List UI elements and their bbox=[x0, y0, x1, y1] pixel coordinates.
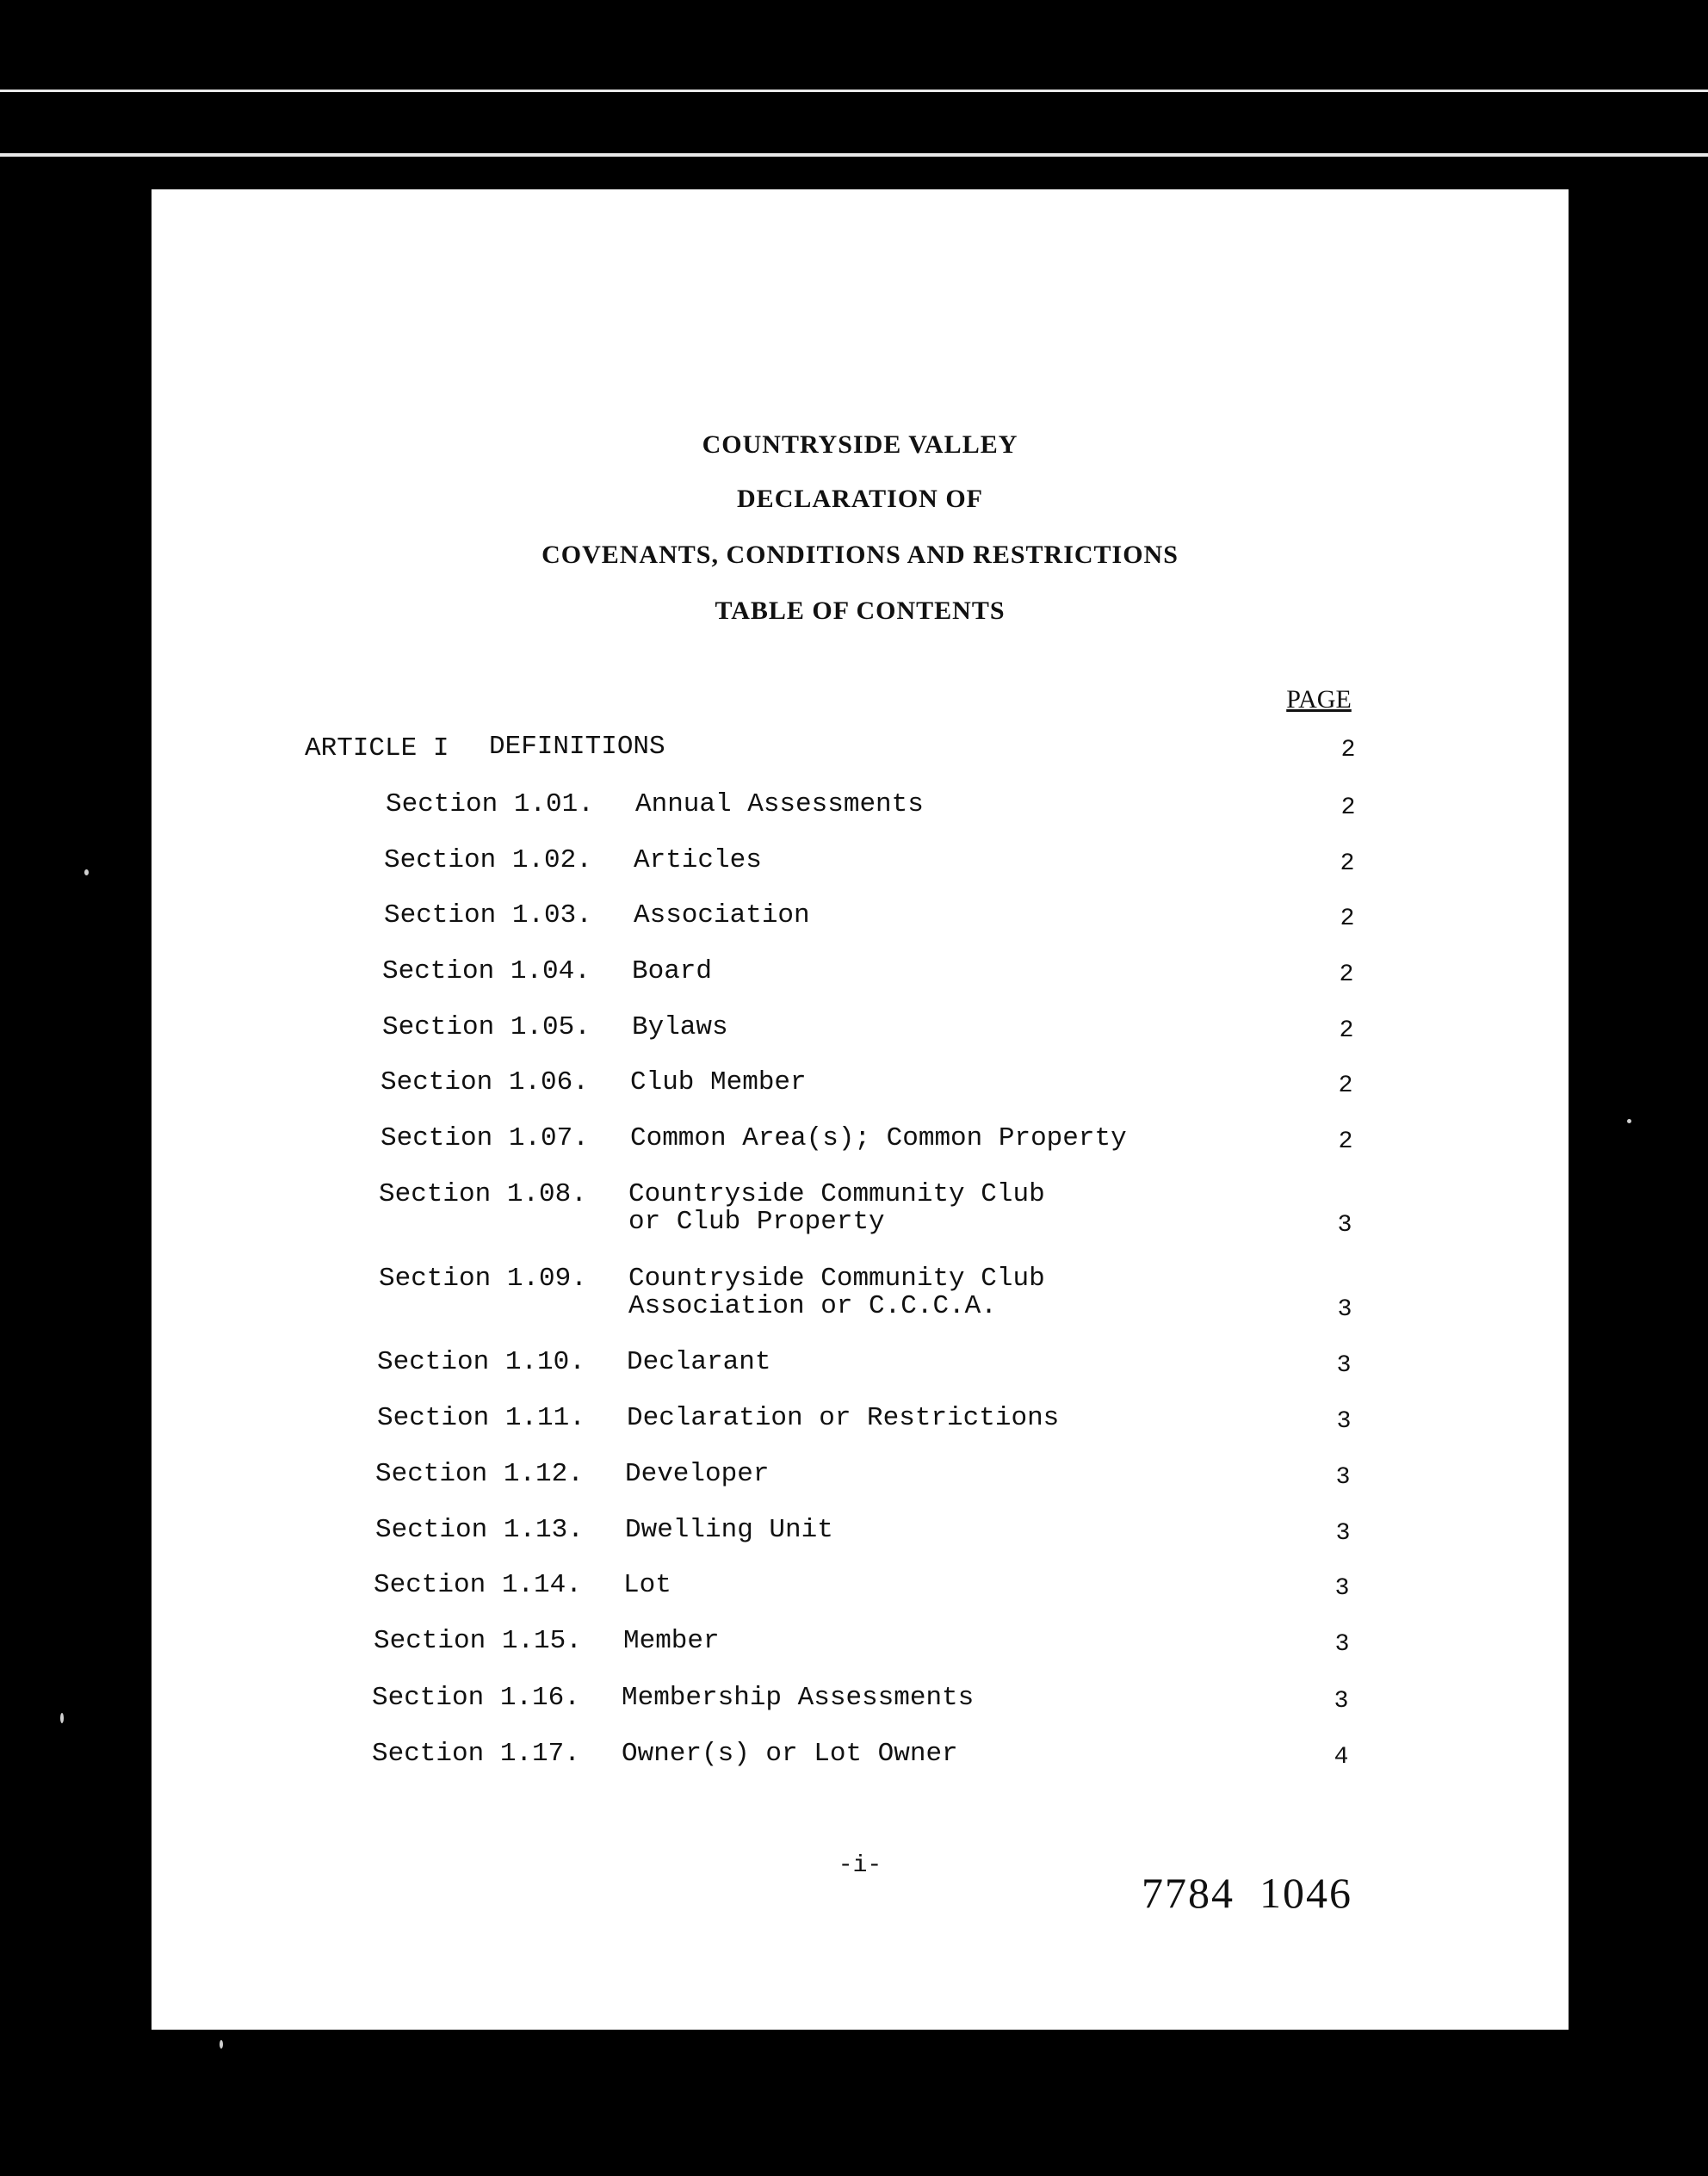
scan-speck bbox=[220, 2040, 223, 2049]
section-number: Section 1.17. bbox=[372, 1739, 580, 1769]
section-page: 3 bbox=[1334, 1688, 1349, 1715]
section-title: Board bbox=[632, 956, 713, 986]
section-number: Section 1.15. bbox=[374, 1626, 582, 1656]
article-row bbox=[152, 733, 1569, 768]
toc-row bbox=[152, 1515, 1569, 1549]
section-title: Declarant bbox=[627, 1347, 771, 1377]
section-title: Lot bbox=[623, 1570, 671, 1600]
document-subtitle-2: COVENANTS, CONDITIONS AND RESTRICTIONS bbox=[541, 541, 1179, 569]
section-number: Section 1.01. bbox=[386, 789, 594, 819]
scan-edge-bottom bbox=[0, 153, 1708, 157]
section-title: Countryside Community Club Association or C.C.C.A. bbox=[628, 1264, 1045, 1321]
section-title: Bylaws bbox=[632, 1012, 728, 1042]
section-title: Owner(s) or Lot Owner bbox=[622, 1739, 958, 1769]
document-subtitle: DECLARATION OF bbox=[737, 485, 983, 513]
section-page: 3 bbox=[1336, 1408, 1352, 1435]
section-page: 3 bbox=[1334, 1575, 1350, 1602]
section-number: Section 1.16. bbox=[372, 1683, 580, 1713]
section-number: Section 1.02. bbox=[384, 845, 592, 875]
section-number: Section 1.06. bbox=[381, 1067, 589, 1097]
section-title: Developer bbox=[625, 1459, 770, 1489]
toc-row bbox=[152, 1459, 1569, 1493]
toc-row bbox=[152, 1683, 1569, 1717]
toc-row bbox=[152, 1626, 1569, 1660]
toc-row bbox=[152, 1067, 1569, 1102]
section-number: Section 1.03. bbox=[384, 900, 592, 930]
section-page: 3 bbox=[1337, 1296, 1352, 1323]
section-page: 3 bbox=[1335, 1464, 1351, 1491]
toc-row bbox=[152, 1012, 1569, 1047]
toc-heading: TABLE OF CONTENTS bbox=[715, 597, 1006, 625]
section-title: Annual Assessments bbox=[635, 789, 924, 819]
toc-row bbox=[152, 1403, 1569, 1437]
toc-row bbox=[152, 1123, 1569, 1158]
section-number: Section 1.13. bbox=[375, 1515, 584, 1545]
section-number: Section 1.04. bbox=[382, 956, 591, 986]
section-page: 2 bbox=[1338, 1128, 1353, 1155]
scan-speck bbox=[60, 1713, 64, 1723]
section-page: 3 bbox=[1334, 1631, 1350, 1658]
section-number: Section 1.08. bbox=[379, 1179, 587, 1209]
section-title: Common Area(s); Common Property bbox=[630, 1123, 1127, 1153]
page-folio: -i- bbox=[838, 1852, 882, 1879]
section-title: Member bbox=[623, 1626, 720, 1656]
section-page: 3 bbox=[1336, 1352, 1352, 1379]
section-page: 2 bbox=[1339, 1017, 1354, 1044]
document-stamp-number: 7784 1046 bbox=[1142, 1869, 1352, 1917]
section-title: Articles bbox=[634, 845, 762, 875]
section-number: Section 1.10. bbox=[377, 1347, 585, 1377]
section-number: Section 1.07. bbox=[381, 1123, 589, 1153]
section-title: Club Member bbox=[630, 1067, 807, 1097]
toc-row bbox=[152, 1570, 1569, 1604]
toc-row bbox=[152, 956, 1569, 991]
scan-speck bbox=[1627, 1119, 1631, 1123]
section-title: Association bbox=[634, 900, 810, 930]
section-page: 3 bbox=[1337, 1212, 1352, 1239]
section-page: 2 bbox=[1339, 961, 1354, 988]
section-number: Section 1.14. bbox=[374, 1570, 582, 1600]
page-column-header: PAGE bbox=[1286, 685, 1352, 714]
section-page: 3 bbox=[1335, 1520, 1351, 1547]
toc-row bbox=[152, 1739, 1569, 1773]
toc-row bbox=[152, 900, 1569, 935]
article-title: DEFINITIONS bbox=[489, 732, 665, 762]
section-page: 2 bbox=[1340, 906, 1355, 932]
toc-row bbox=[152, 845, 1569, 880]
section-title: Declaration or Restrictions bbox=[627, 1403, 1060, 1433]
article-label: ARTICLE I bbox=[305, 733, 449, 763]
section-number: Section 1.11. bbox=[377, 1403, 585, 1433]
toc-row bbox=[152, 1347, 1569, 1382]
section-page: 2 bbox=[1338, 1073, 1353, 1099]
section-number: Section 1.12. bbox=[375, 1459, 584, 1489]
document-title: COUNTRYSIDE VALLEY bbox=[702, 430, 1018, 459]
scan-edge-top bbox=[0, 90, 1708, 92]
section-title: Dwelling Unit bbox=[625, 1515, 833, 1545]
section-number: Section 1.09. bbox=[379, 1264, 587, 1294]
section-page: 4 bbox=[1334, 1744, 1349, 1771]
scan-speck bbox=[84, 869, 89, 875]
article-page: 2 bbox=[1340, 737, 1356, 763]
section-title: Countryside Community Club or Club Property bbox=[628, 1179, 1045, 1237]
section-number: Section 1.05. bbox=[382, 1012, 591, 1042]
toc-row bbox=[152, 1179, 1569, 1239]
section-page: 2 bbox=[1340, 794, 1356, 821]
section-title: Membership Assessments bbox=[622, 1683, 975, 1713]
section-page: 2 bbox=[1340, 850, 1355, 877]
toc-row bbox=[152, 1264, 1569, 1323]
document-page bbox=[152, 189, 1569, 2030]
toc-row bbox=[152, 789, 1569, 824]
